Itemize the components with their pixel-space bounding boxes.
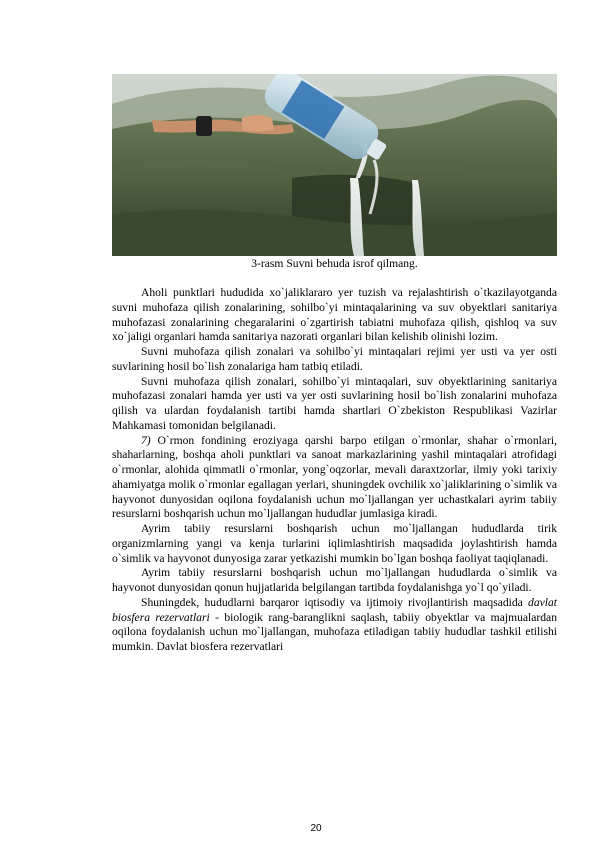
figure-water-bottle-waterfall bbox=[112, 74, 557, 256]
paragraph bbox=[112, 434, 557, 523]
text-run: Aholi punktlari hududida xo`jaliklararo yer tuzish va rejalashtirish o`tkazilayotganda suvni muhofaza qilish zonalarining, sohilbo`yi mintaqalarining va suv obyektlari sanitariya muhofazasi zonalarining chegaralarini o`zgartirish tabiatni muhofaza qilish, qishloq va suv xo`jaligi organlari hamda sanitariya nazorati organlari bilan kelishib olinishi lozim. bbox=[112, 286, 557, 344]
text-run: Suvni muhofaza qilish zonalari va sohilbo`yi mintaqalari rejimi yer usti va yer osti suvlarining hosil bo`lish zonalariga ham tatbiq etiladi. bbox=[112, 345, 557, 373]
page-number: 20 bbox=[310, 823, 322, 834]
photo-hand-pouring-water-over-cliff bbox=[112, 74, 557, 256]
paragraph bbox=[112, 375, 557, 434]
paragraph bbox=[112, 522, 557, 566]
text-run: Ayrim tabiiy resurslarni boshqarish uchun mo`ljallangan hududlarda o`simlik va hayvonot dunyosidan qonun hujjatlarida belgilangan tartibda foydalanishga yo`l qo`yiladi. bbox=[112, 566, 557, 594]
body-text bbox=[112, 286, 557, 655]
paragraph bbox=[112, 286, 557, 345]
paragraph bbox=[112, 596, 557, 655]
figure-caption: 3-rasm Suvni behuda isrof qilmang. bbox=[251, 257, 418, 270]
text-run: Shuningdek, hududlarni barqaror iqtisodiy va ijtimoiy rivojlantirish maqsadida bbox=[141, 595, 529, 609]
text-run: Suvni muhofaza qilish zonalari, sohilbo`yi mintaqalari, suv obyektlarining sanitariya muhofazasi zonalari hamda yer usti va yer osti suvlarining hosil bo`lish zonalarini muhofaza qilish va ulardan foydalanish tartibi hamda shartlari O`zbekiston Respublikasi Vazirlar Mahkamasi tomonidan belgilanadi. bbox=[112, 374, 557, 432]
italic-text: davlat biosfera rezervatlari bbox=[112, 595, 557, 624]
paragraph bbox=[112, 566, 557, 596]
text-run: O`rmon fondining eroziyaga qarshi barpo etilgan o`rmonlar, shahar o`rmonlari, shaharlarning, boshqa aholi punktlari va sanoat markazlarining yashil mintaqalari atrofidagi o`rmonlar, alohida qimmatli o`rmonlar, yong`oqzorlar, mevali daraxtzorlar, ilmiy yoki tarixiy ahamiyatga molik o`rmonlar egallagan yerlari, shuningdek ovchilik xo`jaliklarining o`simlik va hayvonot dunyosidan oqilona foydalanish uchun mo`ljallangan yer uchastkalari ayrim tabiiy resurslarni boshqarish uchun mo`ljallangan hududlar jumlasiga kiradi. bbox=[112, 433, 557, 521]
paragraph bbox=[112, 345, 557, 375]
text-run: Ayrim tabiiy resurslarni boshqarish uchun mo`ljallangan hududlarda tirik organizmlarning yangi va kenja turlarini iqlimlashtirish maqsadida joylashtirish hamda o`simlik va hayvonot dunyosiga zarar yetkazishi mumkin bo`lgan boshqa faoliyat taqiqlanadi. bbox=[112, 522, 557, 565]
text-run: - biologik rang-baranglikni saqlash, tabiiy obyektlar va majmualardan oqilona foydalanish uchun mo`ljallangan, muhofaza etiladigan tabiiy hududlar tashkil etilishi mumkin. Davlat biosfera rezervatlari bbox=[112, 610, 557, 653]
italic-text: 7) bbox=[141, 433, 151, 447]
